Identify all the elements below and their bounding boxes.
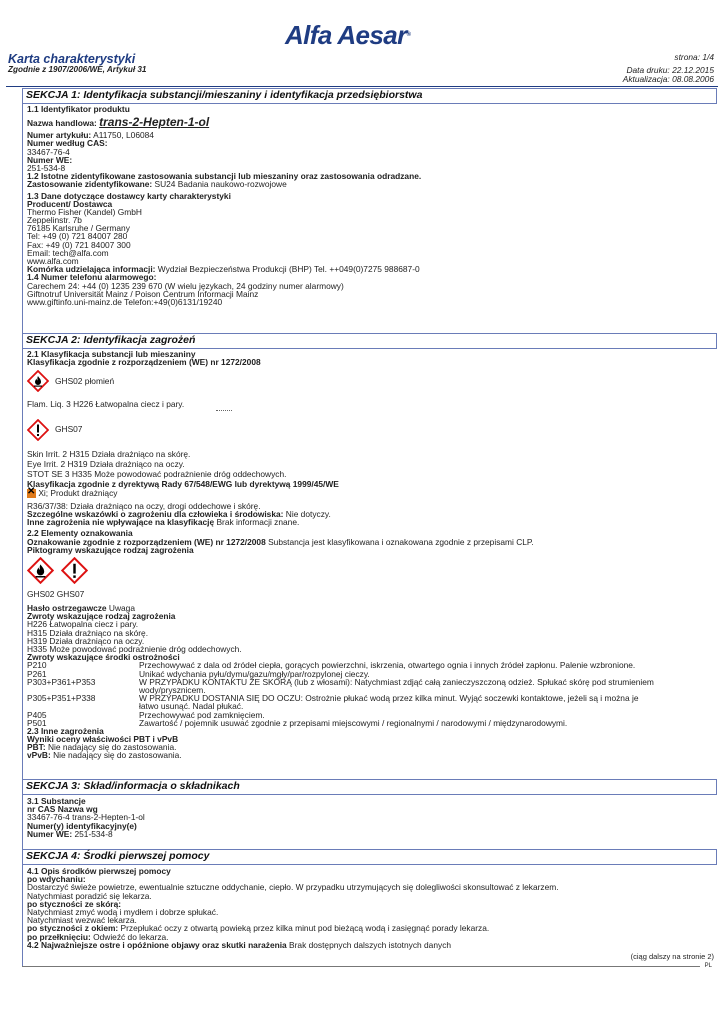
section-3-content xyxy=(27,797,712,838)
skin-classification: Skin Irrit. 2 H315 Działa drażniąco na skórę. xyxy=(27,448,191,459)
section-3-heading: SEKCJA 3: Skład/informacja o składnikach xyxy=(26,780,240,792)
continued-note: (ciąg dalszy na stronie 2) xyxy=(630,952,714,961)
s2-directive-heading: Klasyfikacja zgodnie z dyrektywą Rady 67/548/EWG lub dyrektywą 1999/45/WE xyxy=(27,478,339,489)
s3-ids-heading: Numer(y) identyfikacyjny(e) xyxy=(27,820,137,831)
footer-divider xyxy=(22,966,700,967)
exclamation-pictogram-icon xyxy=(61,557,88,584)
address-line: Zeppelinstr. 7b xyxy=(27,215,82,226)
pictogram-names: GHS02 GHS07 xyxy=(27,588,85,599)
flame-pictogram-icon xyxy=(27,557,54,584)
ghs02-label: GHS02 płomień xyxy=(55,376,115,387)
pbt-heading: Wyniki oceny właściwości PBT i vPvB xyxy=(27,734,179,745)
flame-pictogram-icon xyxy=(27,370,49,392)
dotted-leader xyxy=(216,410,232,411)
we-value: 251-534-8 xyxy=(27,162,66,173)
language-code: PL xyxy=(704,963,712,969)
emergency-line: Carechem 24: +44 (0) 1235 239 670 (W wielu językach, 24 godziny numer alarmowy) xyxy=(27,280,344,291)
email-line: Email: tech@alfa.com xyxy=(27,247,109,258)
section-4-content xyxy=(27,867,712,949)
address-line: 76185 Karlsruhe / Germany xyxy=(27,223,130,234)
trade-name-row: Nazwa handlowa: trans-2-Hepten-1-ol xyxy=(27,115,210,130)
skin-contact-text: Natychmiast wezwać lekarza. xyxy=(27,915,137,926)
stot-classification: STOT SE 3 H335 Może powodować podrażnienie dróg oddechowych. xyxy=(27,468,287,479)
pictograms-heading: Piktogramy wskazujące rodzaj zagrożenia xyxy=(27,544,194,555)
eye-classification: Eye Irrit. 2 H319 Działa drażniąco na oczy. xyxy=(27,458,185,469)
cas-value: 33467-76-4 xyxy=(27,146,70,157)
s1-supplier-heading: 1.3 Dane dotyczące dostawcy karty charakterystyki xyxy=(27,190,231,201)
ghs07-row xyxy=(27,417,712,443)
precaution-p305-cont: łatwo usunąć. Nadal płukać. xyxy=(139,701,244,712)
left-margin-line xyxy=(22,88,23,966)
eye-contact-row: po styczności z okiem: Przepłukać oczy z otwartą powieką przez kilka minut pod bieżącą wodą i zasięgnąć porady lekarza. xyxy=(27,923,490,934)
s2-classification-heading: 2.1 Klasyfikacja substancji lub mieszaniny xyxy=(27,349,196,359)
precaution-p303-cont: wody/prysznicem. xyxy=(139,684,206,695)
section-1-content xyxy=(27,105,712,306)
section-2-content xyxy=(27,350,712,760)
phone-line: Tel: +49 (0) 721 84007 280 xyxy=(27,231,128,242)
swallowing-row: po przełknięciu: Odwieźć do lekarza. xyxy=(27,931,169,942)
section-2-heading: SEKCJA 2: Identyfikacja zagrożeń xyxy=(26,334,196,346)
precaution-p405: P405 Przechowywać pod zamknięciem. xyxy=(27,709,265,720)
skin-contact-text: Natychmiast zmyć wodą i mydłem i dobrze spłukać. xyxy=(27,906,219,917)
hazard-statements-heading: Zwroty wskazujące rodzaj zagrożenia xyxy=(27,611,176,622)
labelling-row: Oznakowanie zgodnie z rozporządzeniem (WE) nr 1272/2008 Substancja jest klasyfikowana i oznakowana zgodnie z przepisami CLP. xyxy=(27,536,534,547)
fax-line: Fax: +49 (0) 721 84007 300 xyxy=(27,239,131,250)
trade-name: trans-2-Hepten-1-ol xyxy=(99,115,210,130)
s3-we-row: Numer WE: 251-534-8 xyxy=(27,828,113,839)
hazard-statement: H335 Może powodować podrażnienie dróg oddechowych. xyxy=(27,644,242,654)
document-subtitle: Zgodnie z 1907/2006/WE, Artykuł 31 xyxy=(8,65,147,74)
symptoms-row: 4.2 Najważniejsze ostre i opóźnione objawy oraz skutki narażenia Brak dostępnych dalszych istotnych danych xyxy=(27,939,452,950)
producer-label: Producent/ Dostawca xyxy=(27,198,113,209)
document-title: Karta charakterystyki xyxy=(8,52,136,66)
header-meta xyxy=(623,53,714,84)
r-phrase: R36/37/38: Działa drażniąco na oczy, drogi oddechowe i skórę. xyxy=(27,500,261,511)
info-department-row: Komórka udzielająca informacji: Wydział Bezpieczeństwa Produkcji (BHP) Tel. ++049(0)7275 988687-0 xyxy=(27,264,420,275)
emergency-line: www.giftinfo.uni-mainz.de Telefon:+49(0)6131/19240 xyxy=(27,296,223,307)
s1-identifier-heading: 1.1 Identyfikator produktu xyxy=(27,104,130,114)
precaution-p501: P501 Zawartość / pojemnik usuwać zgodnie z przepisami miejscowymi / regionalnymi / narodowymi / międzynarodowymi. xyxy=(27,717,568,728)
pbt-row: PBT: Nie nadający się do zastosowania. xyxy=(27,742,177,753)
s3-substances-heading: 3.1 Substancje xyxy=(27,796,86,806)
print-date: Data druku: 22.12.2015 xyxy=(626,65,714,75)
exclamation-pictogram-icon xyxy=(27,419,49,441)
irritant-symbol-icon: ✕ xyxy=(27,486,36,498)
hazard-statement: H226 Łatwopalna ciecz i pary. xyxy=(27,619,139,630)
section-1-heading: SEKCJA 1: Identyfikacja substancji/mieszaniny i identyfikacja przedsiębiorstwa xyxy=(26,89,423,101)
inhalation-label: po wdychaniu: xyxy=(27,874,86,885)
hazard-statement: H319 Działa drażniąco na oczy. xyxy=(27,635,145,646)
we-label: Numer WE: xyxy=(27,154,73,165)
skin-contact-label: po styczności ze skórą: xyxy=(27,898,122,909)
website-line: www.alfa.com xyxy=(27,256,79,266)
precautionary-heading: Zwroty wskazujące środki ostrożności xyxy=(27,652,180,663)
update-date: Aktualizacja: 08.08.2006 xyxy=(622,74,714,84)
address-line: Thermo Fisher (Kandel) GmbH xyxy=(27,206,142,217)
s1-emergency-heading: 1.4 Numer telefonu alarmowego: xyxy=(27,272,157,283)
identified-use-row: Zastosowanie zidentyfikowane: SU24 Badania naukowo-rozwojowe xyxy=(27,179,287,190)
other-hazards-row: Inne zagrożenia nie wpływające na klasyfikację Brak informacji znane. xyxy=(27,517,300,528)
company-logo: Alfa Aesar® xyxy=(285,20,411,50)
special-hazards-row: Szczególne wskazówki o zagrożeniu dla człowieka i środowiska: Nie dotyczy. xyxy=(27,508,331,519)
signal-word-row: Hasło ostrzegawcze Uwaga xyxy=(27,603,135,614)
article-number-row: Numer artykułu: A11750, L06084 xyxy=(27,130,154,141)
section-4-heading: SEKCJA 4: Środki pierwszej pomocy xyxy=(26,850,210,862)
hazard-statement: H315 Działa drażniąco na skórę. xyxy=(27,627,149,638)
s2-clp-heading: Klasyfikacja zgodnie z rozporządzeniem (WE) nr 1272/2008 xyxy=(27,357,261,368)
page-number: strona: 1/4 xyxy=(674,52,714,62)
precaution-p303: P303+P361+P353 W PRZYPADKU KONTAKTU ZE SKÓRĄ (lub z włosami): Natychmiast zdjąć całą zanieczyszczoną odzież. Spłukać skórę pod strumieniem xyxy=(27,676,654,687)
ghs02-row xyxy=(27,368,712,394)
vpvb-row: vPvB: Nie nadający się do zastosowania. xyxy=(27,750,182,761)
s2-label-elements-heading: 2.2 Elementy oznakowania xyxy=(27,528,133,539)
inhalation-text: Dostarczyć świeże powietrze, ewentualnie sztuczne oddychanie, ciepło. W przypadku utrzymujących się dolegliwości skonsultować z lekarzem. xyxy=(27,882,559,893)
flam-classification: Flam. Liq. 3 H226 Łatwopalna ciecz i pary. xyxy=(27,399,185,410)
precaution-p305: P305+P351+P338 W PRZYPADKU DOSTANIA SIĘ DO OCZU: Ostrożnie płukać wodą przez kilka minut. Wyjąć soczewki kontaktowe, jeżeli są i można je xyxy=(27,693,639,704)
precaution-p261: P261 Unikać wdychania pyłu/dymu/gazu/mgły/par/rozpylonej cieczy. xyxy=(27,668,370,679)
ghs07-label: GHS07 xyxy=(55,424,83,435)
inhalation-text: Natychmiast poradzić się lekarza. xyxy=(27,890,152,901)
s1-uses-heading: 1.2 Istotne zidentyfikowane zastosowania substancji lub mieszaniny oraz zastosowania odradzane. xyxy=(27,171,422,182)
s2-other-hazards-heading: 2.3 Inne zagrożenia xyxy=(27,725,104,736)
emergency-line: Giftnotruf Universität Mainz / Poison Centrum Informacji Mainz xyxy=(27,288,259,299)
pictograms-row xyxy=(27,556,712,586)
s3-columns: nr CAS Nazwa wg xyxy=(27,804,98,815)
xi-row: ✕ Xi; Produkt drażniący xyxy=(27,486,118,498)
s4-description-heading: 4.1 Opis środków pierwszej pomocy xyxy=(27,866,171,876)
cas-label: Numer według CAS: xyxy=(27,138,108,149)
s3-row: 33467-76-4 trans-2-Hepten-1-ol xyxy=(27,812,145,823)
precaution-p210: P210 Przechowywać z dala od źródeł ciepła, gorących powierzchni, iskrzenia, otwartego ognia i innych źródeł zapłonu. Palenie wzbronione. xyxy=(27,660,636,671)
header-divider xyxy=(6,86,718,87)
